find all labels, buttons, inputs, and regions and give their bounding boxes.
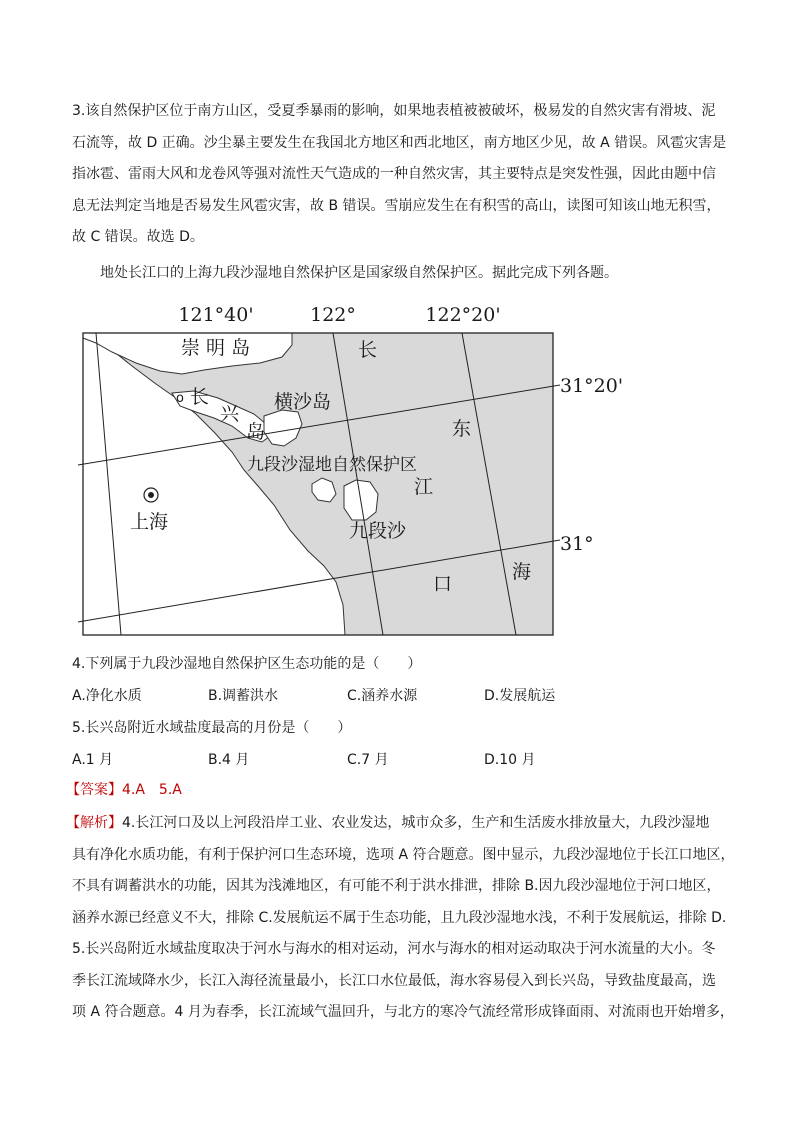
- label-changxing-1: 长: [190, 386, 210, 408]
- lat-label-31-20: 31°20': [560, 375, 624, 397]
- analysis-line: [66, 808, 746, 840]
- q4-option-b: B.调蓄洪水: [208, 688, 279, 704]
- label-sea-dong: 东: [452, 418, 472, 440]
- label-changxing-2: 兴: [220, 403, 240, 425]
- q4-option-a: A.净化水质: [72, 688, 142, 704]
- label-jiuduansha: 九段沙: [349, 520, 407, 542]
- lon-label-122-20: 122°20': [425, 304, 501, 326]
- analysis-line: 5.长兴岛附近水域盐度取决于河水与海水的相对运动，河水与海水的相对运动取决于河水流量的大小。冬: [72, 941, 716, 957]
- label-river-jiang: 江: [414, 476, 434, 498]
- q5-option-c: C.7 月: [347, 752, 389, 768]
- analysis-line-text: 4.长江河口及以上河段沿岸工业、农业发达，城市众多，生产和生活废水排放量大，九段沙湿地: [122, 815, 710, 831]
- label-shanghai: 上海: [130, 511, 169, 533]
- label-river-chang: 长: [358, 339, 378, 361]
- analysis-line: 涵养水源已经意义不大，排除 C.发展航运不属于生态功能，且九段沙湿地水浅，不利于发展航运，排除 D.: [72, 909, 727, 926]
- q5-option-d: D.10 月: [484, 752, 536, 768]
- intro-line: 石流等，故 D 正确。沙尘暴主要发生在我国北方地区和西北地区，南方地区少见，故 A 错误。风雹灾害是: [72, 134, 727, 151]
- label-changxing-3: 岛: [246, 421, 266, 443]
- analysis-tag: 【解析】: [66, 815, 122, 831]
- label-hengsha: 横沙岛: [274, 391, 332, 413]
- question-4-text: 4.下列属于九段沙湿地自然保护区生态功能的是（ ）: [72, 656, 422, 672]
- lat-label-31: 31°: [560, 533, 594, 555]
- intro-line: 3.该自然保护区位于南方山区，受夏季暴雨的影响，如果地表植被被破坏，极易发的自然灾害有滑坡、泥: [72, 103, 716, 119]
- label-sea-hai: 海: [512, 561, 532, 583]
- q5-option-b: B.4 月: [208, 752, 250, 768]
- lon-label-121-40: 121°40': [178, 304, 254, 326]
- stem-text: 地处长江口的上海九段沙湿地自然保护区是国家级自然保护区。据此完成下列各题。: [100, 265, 618, 281]
- analysis-line: 具有净化水质功能，有利于保护河口生态环境，选项 A 符合题意。图中显示，九段沙湿地位于长江口地区，: [72, 846, 735, 863]
- analysis-line: 不具有调蓄洪水的功能，因其为浅滩地区，有可能不利于洪水排泄，排除 B.因九段沙湿地位于河口地区，: [72, 878, 721, 894]
- intro-line: 息无法判定当地是否易发生风雹灾害，故 B 错误。雪崩应发生在有积雪的高山，读图可知该山地无积雪，: [72, 197, 721, 214]
- label-chongming: 崇 明 岛: [181, 337, 251, 359]
- analysis-line: 项 A 符合题意。4 月为春季，长江流域气温回升，与北方的寒冷气流经常形成锋面雨、对流雨也开始增多，: [72, 1004, 734, 1020]
- small-islet-mark: o: [176, 391, 184, 406]
- city-marker-dot: [148, 492, 154, 498]
- q4-option-d: D.发展航运: [484, 688, 556, 704]
- answer-tag: 【答案】: [66, 782, 122, 798]
- answer-line: [66, 780, 182, 800]
- answer-text: 4.A 5.A: [122, 782, 182, 798]
- label-reserve: 九段沙湿地自然保护区: [247, 455, 417, 475]
- q5-option-a: A.1 月: [72, 752, 114, 768]
- lon-label-122: 122°: [310, 304, 356, 326]
- intro-line: 故 C 错误。故选 D。: [72, 229, 204, 245]
- analysis-line: 季长江流域降水少，长江入海径流量最小，长江口水位最低，海水容易侵入到长兴岛，导致盐度最高，选: [72, 972, 716, 989]
- intro-line: 指冰雹、雷雨大风和龙卷风等强对流性天气造成的一种自然灾害，其主要特点是突发性强，因此由题中信: [72, 166, 716, 182]
- q4-option-c: C.涵养水源: [347, 688, 418, 704]
- label-river-kou: 口: [433, 573, 453, 595]
- analysis-block: [66, 808, 746, 1029]
- question-5-text: 5.长兴岛附近水域盐度最高的月份是（ ）: [72, 720, 352, 736]
